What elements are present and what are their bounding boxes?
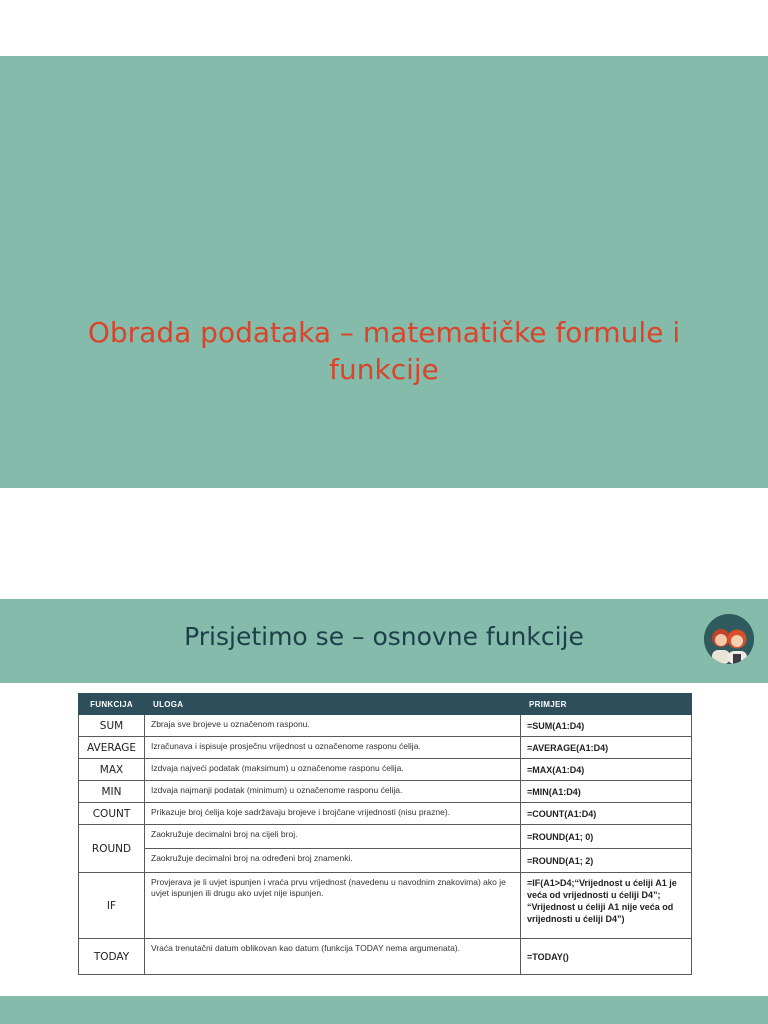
- function-role: Vraća trenutačni datum oblikovan kao datum (funkcija TODAY nema argumenata).: [145, 939, 521, 975]
- function-role: Zaokružuje decimalni broj na određeni broj znamenki.: [145, 849, 521, 873]
- table-row: [79, 759, 692, 781]
- function-name: COUNT: [79, 803, 145, 825]
- function-role: Zaokružuje decimalni broj na cijeli broj.: [145, 825, 521, 849]
- function-example: =AVERAGE(A1:D4): [521, 737, 692, 759]
- table-row: [79, 939, 692, 975]
- header-example: PRIMJER: [521, 694, 692, 715]
- function-example: =IF(A1>D4;“Vrijednost u ćeliji A1 je veća od vrijednosti u ćeliji D4”; “Vrijednost u ćeliji A1 nije veća od vrijednosti u ćeliji D4”): [521, 873, 692, 939]
- function-example: =MAX(A1:D4): [521, 759, 692, 781]
- function-name: TODAY: [79, 939, 145, 975]
- function-example: =ROUND(A1; 0): [521, 825, 692, 849]
- table-row: [79, 715, 692, 737]
- slide-heading: Prisjetimo se – osnovne funkcije: [184, 622, 584, 651]
- function-role: Izdvaja najmanji podatak (minimum) u označenome rasponu ćelija.: [145, 781, 521, 803]
- function-name: ROUND: [79, 825, 145, 873]
- table-row: [79, 781, 692, 803]
- function-example: =TODAY(): [521, 939, 692, 975]
- function-name: MAX: [79, 759, 145, 781]
- function-name: IF: [79, 873, 145, 939]
- slide-title: Obrada podataka – matematičke formule i funkcije: [87, 316, 681, 386]
- function-name: MIN: [79, 781, 145, 803]
- header-function: FUNKCIJA: [79, 694, 145, 715]
- table-row: [79, 849, 692, 873]
- function-name: SUM: [79, 715, 145, 737]
- function-role: Prikazuje broj ćelija koje sadržavaju brojeve i brojčane vrijednosti (nisu prazne).: [145, 803, 521, 825]
- function-example: =SUM(A1:D4): [521, 715, 692, 737]
- function-role: Zbraja sve brojeve u označenom rasponu.: [145, 715, 521, 737]
- function-example: =MIN(A1:D4): [521, 781, 692, 803]
- header-role: ULOGA: [145, 694, 521, 715]
- function-role: Izračunava i ispisuje prosječnu vrijednost u označenome rasponu ćelija.: [145, 737, 521, 759]
- function-role: Provjerava je li uvjet ispunjen i vraća prvu vrijednost (navedenu u navodnim znakovima) ako je uvjet ispunjen ili drugu ako uvjet nije ispunjen.: [145, 873, 521, 939]
- table-row: [79, 737, 692, 759]
- table-row: [79, 803, 692, 825]
- two-children-avatar-icon: [704, 614, 754, 664]
- function-role: Izdvaja najveći podatak (maksimum) u označenome rasponu ćelija.: [145, 759, 521, 781]
- function-name: AVERAGE: [79, 737, 145, 759]
- next-slide-band: [0, 996, 768, 1024]
- functions-table: [78, 693, 691, 975]
- table-row: [79, 825, 692, 849]
- function-example: =COUNT(A1:D4): [521, 803, 692, 825]
- table-row: [79, 873, 692, 939]
- title-slide: [0, 56, 768, 488]
- function-example: =ROUND(A1; 2): [521, 849, 692, 873]
